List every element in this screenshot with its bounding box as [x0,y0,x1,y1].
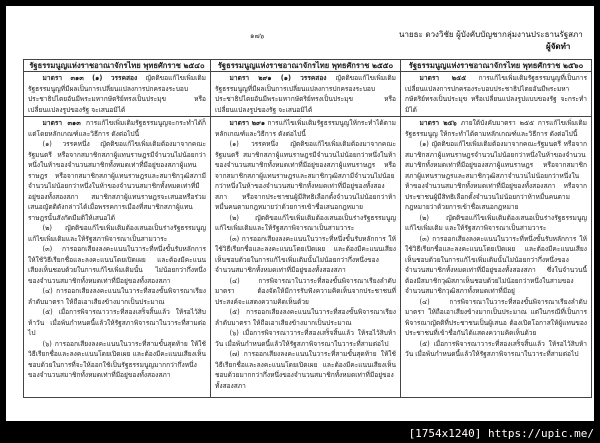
article-text: การแก้ไขเพิ่มเติมรัฐธรรมนูญที่เป็นการเปลี่ยนแปลงการปกครองระบอบประชาธิปไตยอันมีพระมหากษัตริย์ทรงเป็นประมุข หรือเปลี่ยนแปลงรูปแบบของรัฐ จะกระทำมิได้ [405,74,587,114]
clause-paragraph: (๕) เมื่อการพิจารณาวาระที่สองเสร็จสิ้นแล้ว ให้รอไว้สิบห้าวัน เมื่อพ้นกำหนดนี้แล้วให้รัฐสภาพิจารณาในวาระที่สามต่อไป [28,308,206,337]
table-cell [401,72,592,117]
article-paragraph [405,73,587,115]
article-text: ภายใต้บังคับมาตรา ๒๕๕ การแก้ไขเพิ่มเติมรัฐธรรมนูญ ให้กระทำได้ตามหลักเกณฑ์และวิธีการ ดังต่อไปนี้ [405,119,587,138]
article-number: มาตรา ๒๙๑ [229,119,266,127]
article-paragraph [28,118,206,139]
article-paragraph [215,118,396,139]
article-text: ญัตติขอแก้ไขเพิ่มเติมรัฐธรรมนูญที่มีผลเป็นการเปลี่ยนแปลงการปกครองระบอบประชาธิปไตยอันมีพระมหากษัตริย์ทรงเป็นประมุข หรือเปลี่ยนแปลงรูปของรัฐ จะเสนอมิได้ [215,74,396,114]
table-row [24,117,592,398]
table-cell [24,117,211,398]
clause-paragraph: (๑) วรรคหนึ่ง ญัตติขอแก้ไขเพิ่มเติมต้องมาจากคณะรัฐมนตรี สมาชิกสภาผู้แทนราษฎรมีจำนวนไม่น้อยกว่าหนึ่งในห้าของจำนวนสมาชิกทั้งหมดเท่าที่มีอยู่ของสภาผู้แทนราษฎร หรือจากสมาชิกสภาผู้แทนราษฎรและสมาชิกวุฒิสภามีจำนวนไม่น้อยกว่าหนึ่งในห้าของจำนวนสมาชิกทั้งหมดเท่าที่มีอยู่ของทั้งสองสภา หรือจากประชาชนผู้มีสิทธิเลือกตั้งจำนวนไม่น้อยกว่าห้าหมื่นคนตามกฎหมายว่าด้วยการเข้าชื่อเสนอกฎหมาย [215,140,396,211]
clause-paragraph: (๖) การออกเสียงลงคะแนนในวาระที่สามขั้นสุดท้าย ให้ใช้วิธีเรียกชื่อและลงคะแนนโดยเปิดเผย และต้องมีคะแนนเสียงเห็นชอบด้วยในการที่จะให้ออกใช้เป็นรัฐธรรมนูญมากกว่ากึ่งหนึ่งของจำนวนสมาชิกทั้งหมดเท่าที่มีอยู่ของทั้งสองสภา [28,339,206,379]
clause-paragraph: (๓) การออกเสียงลงคะแนนในวาระที่หนึ่งขั้นรับหลักการ ให้ใช้วิธีเรียกชื่อและลงคะแนนโดยเปิดเผย และต้องมีคะแนนเสียงเห็นชอบด้วยในการแก้ไขเพิ่มเติมนั้นไม่น้อยกว่ากึ่งหนึ่งของจำนวนสมาชิกทั้งหมดเท่าที่มีอยู่ของทั้งสองสภา [215,234,396,274]
table-cell [211,72,401,117]
table-row [24,72,592,117]
table-cell [24,72,211,117]
article-text: การแก้ไขเพิ่มเติมรัฐธรรมนูญจะกระทำได้ก็แต่โดยหลักเกณฑ์และวิธีการ ดังต่อไปนี้ [28,119,206,138]
article-text: ญัตติขอแก้ไขเพิ่มเติมรัฐธรรมนูญที่มีผลเป็นการเปลี่ยนแปลงการปกครองระบอบประชาธิปไตยอันมีพระมหากษัตริย์ทรงเป็นประมุข หรือเปลี่ยนแปลงรูปของรัฐ จะเสนอมิได้ [28,74,206,114]
clause-paragraph: (๔) การพิจารณาในวาระที่สองขั้นพิจารณาเรียงลำดับมาตรา ต้องจัดให้มีการรับฟังความคิดเห็นจากประชาชนที่ประสงค์จะแสดงความคิดเห็นด้วย [215,276,396,306]
comparison-table [23,59,592,398]
article-number: มาตรา ๒๙๑ (๑) วรรคสอง [229,74,327,82]
clause-paragraph: (๗) การออกเสียงลงคะแนนในวาระที่สามขั้นสุดท้าย ให้ใช้วิธีเรียกชื่อและลงคะแนนโดยเปิดเผย และต้องมีคะแนนเสียงเห็นชอบด้วยมากกว่ากึ่งหนึ่งของจำนวนสมาชิกทั้งหมดเท่าที่มีอยู่ของทั้งสองสภา [215,350,396,390]
clause-paragraph: (๓) การออกเสียงลงคะแนนในวาระที่หนึ่งขั้นรับหลักการ ให้ใช้วิธีเรียกชื่อและลงคะแนนโดยเปิดเผย และต้องมีคะแนนเสียงเห็นชอบด้วยในการแก้ไขเพิ่มเติมนั้น ไม่น้อยกว่ากึ่งหนึ่งของจำนวนสมาชิกทั้งหมดเท่าที่มีอยู่ของทั้งสองสภา [28,245,206,285]
clause-paragraph: (๑) ญัตติขอแก้ไขเพิ่มเติมต้องมาจากคณะรัฐมนตรี หรือจากสมาชิกสภาผู้แทนราษฎรจำนวนไม่น้อยกว่าหนึ่งในห้าของจำนวนสมาชิกทั้งหมดเท่าที่มีอยู่ของสภาผู้แทนราษฎร หรือจากสมาชิกสภาผู้แทนราษฎรและสมาชิกวุฒิสภาจำนวนไม่น้อยกว่าหนึ่งในห้าของจำนวนสมาชิกทั้งหมดเท่าที่มีอยู่ของทั้งสองสภา หรือจากประชาชนผู้มีสิทธิเลือกตั้งจำนวนไม่น้อยกว่าห้าหมื่นคนตามกฎหมายว่าด้วยการเข้าชื่อเสนอกฎหมาย [405,140,587,211]
clause-paragraph: (๕) เมื่อการพิจารณาวาระที่สองเสร็จสิ้นแล้ว ให้รอไว้สิบห้าวัน เมื่อพ้นกำหนดนี้แล้วให้รัฐสภาพิจารณาในวาระที่สามต่อไป [405,339,587,358]
clause-paragraph: (๔) การออกเสียงลงคะแนนในวาระที่สองขั้นพิจารณาเรียงลำดับมาตรา ให้ถือเอาเสียงข้างมากเป็นประมาณ [28,287,206,306]
clause-paragraph: (๖) เมื่อการพิจารณาวาระที่สองเสร็จสิ้นแล้ว ให้รอไว้สิบห้าวัน เมื่อพ้นกำหนดนี้แล้วให้รัฐสภาพิจารณาในวาระที่สามต่อไป [215,329,396,348]
author-role: ผู้จัดทำ [546,42,571,51]
clause-paragraph: (๕) การออกเสียงลงคะแนนในวาระที่สองขั้นพิจารณาเรียงลำดับมาตรา ให้ถือเอาเสียงข้างมากเป็นประมาณ [215,308,396,327]
article-number: มาตรา ๒๕๕ [419,74,467,82]
clause-paragraph: (๒) ญัตติขอแก้ไขเพิ่มเติมต้องเสนอเป็นร่างรัฐธรรมนูญแก้ไขเพิ่มเติมและให้รัฐสภาพิจารณาเป็นสามวาระ [215,213,396,232]
document-page [6,6,594,421]
column-header: รัฐธรรมนูญแห่งราชอาณาจักรไทย พุทธศักราช ๒๕๖๐ [401,60,592,72]
article-paragraph [28,73,206,115]
table-cell [211,117,401,398]
article-paragraph [405,118,587,139]
author-name: นายธะ ดวงวิชัย ผู้บังคับบัญชากลุ่มงานประธานรัฐสภา [399,30,583,39]
article-text: การแก้ไขเพิ่มเติมรัฐธรรมนูญให้กระทำได้ตามหลักเกณฑ์และวิธีการ ดังต่อไปนี้ [215,119,396,138]
column-header: รัฐธรรมนูญแห่งราชอาณาจักรไทย พุทธศักราช ๒๕๔๐ [24,60,211,72]
article-number: มาตรา ๓๑๓ [42,119,81,127]
clause-paragraph: (๑) วรรคหนึ่ง ญัตติขอแก้ไขเพิ่มเติมต้องมาจากคณะรัฐมนตรี หรือจากสมาชิกสภาผู้แทนราษฎรมีจำนวนไม่น้อยกว่าหนึ่งในห้าของจำนวนสมาชิกทั้งหมดเท่าที่มีอยู่ของสภาผู้แทนราษฎร หรือจากสมาชิกสภาผู้แทนราษฎรและสมาชิกวุฒิสภามีจำนวนไม่น้อยกว่าหนึ่งในห้าของจำนวนสมาชิกทั้งหมดเท่าที่มีอยู่ของทั้งสองสภา สมาชิกสภาผู้แทนราษฎรจะเสนอหรือร่วมเสนอญัตติดังกล่าวได้เมื่อพรรคการเมืองที่สมาชิกสภาผู้แทนราษฎรนั้นสังกัดมีมติให้เสนอได้ [28,140,206,222]
article-paragraph [215,73,396,115]
clause-paragraph: (๔) การพิจารณาในวาระที่สองขั้นพิจารณาเรียงลำดับมาตรา ให้ถือเอาเสียงข้างมากเป็นประมาณ แต่ในกรณีที่เป็นการพิจารณาญัตติที่ประชาชนเป็นผู้เสนอ ต้องเปิดโอกาสให้ผู้แทนของประชาชนที่เข้าชื่อกันได้แสดงความคิดเห็นด้วย [405,297,587,337]
column-header: รัฐธรรมนูญแห่งราชอาณาจักรไทย พุทธศักราช ๒๕๕๐ [211,60,401,72]
clause-paragraph: (๒) ญัตติขอแก้ไขเพิ่มเติมต้องเสนอเป็นร่างรัฐธรรมนูญแก้ไขเพิ่มเติมและให้รัฐสภาพิจารณาเป็นสามวาระ [28,224,206,243]
watermark: [1754x1240] https://upic.me/ [408,427,594,440]
table-cell [401,117,592,398]
page-number: ๑๗๖ [250,32,265,40]
clause-paragraph: (๒) ญัตติขอแก้ไขเพิ่มเติมต้องเสนอเป็นร่างรัฐธรรมนูญแก้ไขเพิ่มเติม และให้รัฐสภาพิจารณาเป็นสามวาระ [405,213,587,232]
header-row [24,60,592,72]
article-number: มาตรา ๒๕๖ [419,119,457,127]
article-number: มาตรา ๓๑๓ (๑) วรรคสอง [42,74,138,82]
clause-paragraph: (๓) การออกเสียงลงคะแนนในวาระที่หนึ่งขั้นรับหลักการ ให้ใช้วิธีเรียกชื่อและลงคะแนนโดยเปิดเผย และต้องมีคะแนนเสียงเห็นชอบด้วยในการแก้ไขเพิ่มเติมนั้นไม่น้อยกว่ากึ่งหนึ่งของจำนวนสมาชิกทั้งหมดเท่าที่มีอยู่ของทั้งสองสภา ซึ่งในจำนวนนี้ต้องมีสมาชิกวุฒิสภาเห็นชอบด้วยไม่น้อยกว่าหนึ่งในสามของจำนวนสมาชิกวุฒิสภาทั้งหมดเท่าที่มีอยู่ [405,234,587,295]
